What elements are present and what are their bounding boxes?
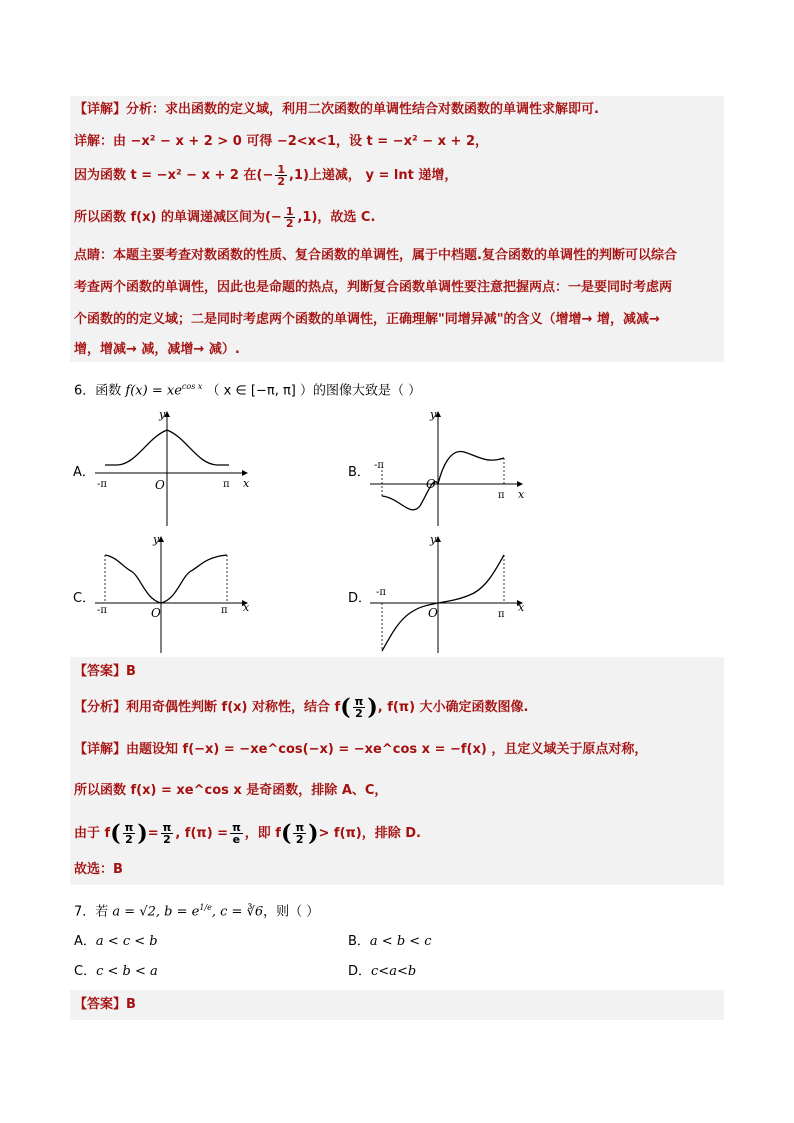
origin-label: O (155, 478, 165, 492)
detail-tag: 【详解】 (74, 102, 127, 117)
y-label: y (430, 533, 437, 546)
option-d-label[interactable]: D． (348, 591, 372, 606)
y-label: y (159, 408, 166, 421)
q6-analysis: 【分析】利用奇偶性判断 f(x) 对称性，结合 f( $\frac{\pi}{2}$ ), f(π) 大小确定函数图像. (74, 694, 529, 721)
graph-option-a[interactable] (95, 408, 255, 528)
curve-c (105, 555, 227, 603)
graph-option-d[interactable] (370, 533, 530, 655)
q6-choose: 故选：B (74, 862, 123, 877)
y-label: y (153, 533, 160, 546)
q7-option-c[interactable]: C．c < b < a (74, 964, 158, 979)
origin-label: O (151, 606, 161, 620)
fraction-half: $\frac{1}{2}$ (277, 163, 285, 188)
q5-note-4: 增，增减→ 减，减增→ 减）. (74, 342, 240, 357)
q7-answer: 【答案】B (74, 997, 136, 1012)
pi-label: π (498, 609, 505, 620)
q7-option-b[interactable]: B．a < b < c (348, 934, 432, 949)
q5-note-3: 个函数的的定义域；二是同时考虑两个函数的单调性，正确理解"同增异减"的含义（增增→ 增，减减→ (74, 312, 660, 327)
graph-option-c[interactable] (95, 533, 255, 655)
neg-pi-label: -π (376, 587, 386, 598)
x-label: x (243, 601, 250, 614)
x-label: x (243, 477, 250, 490)
origin-label: O (426, 477, 436, 491)
q5-line-2: 详解：由 −x² − x + 2 > 0 可得 −2<x<1，设 t = −x² − x + 2， (74, 134, 488, 149)
q5-note-1: 点睛：本题主要考查对数函数的性质、复合函数的单调性，属于中档题.复合函数的单调性的判断可以综合 (74, 248, 677, 263)
option-c-label[interactable]: C． (73, 591, 96, 606)
option-a-label[interactable]: A． (73, 465, 95, 480)
q6-detail: 【详解】由题设知 f(−x) = −xe^cos(−x) = −xe^cos x = −f(x) ，且定义域关于原点对称， (74, 742, 648, 757)
q5-note-2: 考查两个函数的单调性，因此也是命题的热点，判断复合函数单调性要注意把握两点：一是要同时考虑两 (74, 280, 673, 295)
q6-odd-line: 所以函数 f(x) = xe^cos x 是奇函数，排除 A、C， (74, 783, 388, 798)
curve-b (382, 451, 504, 509)
pi-label: π (498, 490, 505, 501)
x-label: x (518, 488, 525, 501)
q5-line-3: 因为函数 t = −x² − x + 2 在(− $\frac{1}{2}$ ,1)上递减， y = lnt 递增， (74, 163, 458, 188)
neg-pi-label: -π (374, 460, 384, 471)
q6-answer: 【答案】B (74, 664, 136, 679)
detail-text: 分析：求出函数的定义域，利用二次函数的单调性结合对数函数的单调性求解即可. (126, 102, 599, 117)
graph-option-b[interactable] (370, 408, 530, 528)
neg-pi-label: -π (97, 605, 107, 616)
q5-line-4: 所以函数 f(x) 的单调递减区间为(− $\frac{1}{2}$ ,1)，故选 C. (74, 205, 376, 230)
y-label: y (430, 408, 437, 421)
q5-detail-line (74, 100, 599, 120)
q6-stem: 6．函数 $f(x) = xe^{cos x}$ （ x ∈ [−π, π] ）的图像大致是（ ） (74, 382, 422, 399)
solution-block-q6 (70, 657, 724, 885)
q7-option-a[interactable]: A．a < c < b (74, 934, 158, 949)
neg-pi-label: -π (97, 479, 107, 490)
option-b-label[interactable]: B． (348, 465, 370, 480)
q7-stem: 7．若 a = √2, $b = e^{1/e}$, c = ∛6，则（ ） (74, 903, 320, 920)
q6-compare: 由于 f( $\frac{\pi}{2}$ )= $\frac{\pi}{2}$ , f(π) = $\frac{\pi}{e}$ ，即 f( $\frac{\pi}{2}$ )> f(π)，排除 D. (74, 820, 421, 847)
x-label: x (518, 601, 525, 614)
origin-label: O (428, 606, 438, 620)
fraction-pi-over-2: $\frac{\pi}{2}$ (354, 695, 364, 720)
q7-option-d[interactable]: D．c<a<b (348, 964, 417, 979)
solution-block-q7 (70, 990, 724, 1020)
pi-label: π (223, 479, 230, 490)
fraction-half: $\frac{1}{2}$ (285, 205, 294, 230)
pi-label: π (221, 605, 228, 616)
